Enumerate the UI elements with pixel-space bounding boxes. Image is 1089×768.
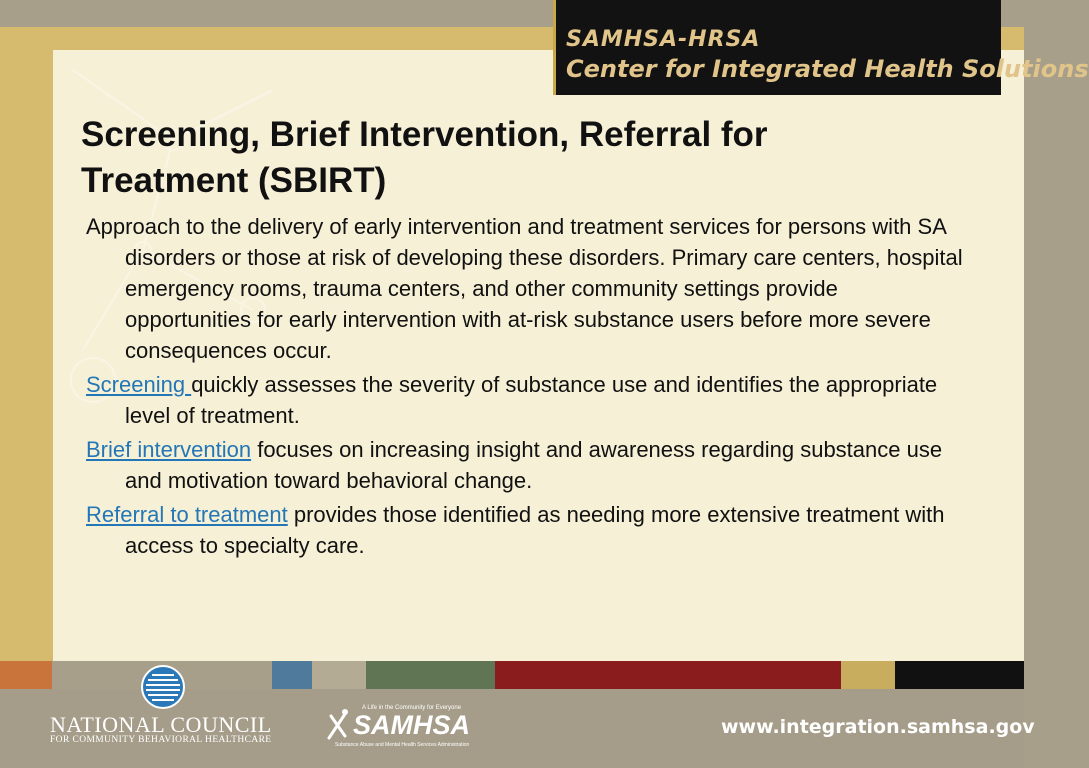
slide-body — [86, 211, 966, 564]
samhsa-subtitle: Substance Abuse and Mental Health Services Administration — [335, 742, 470, 748]
referral-to-treatment-link[interactable]: Referral to treatment — [86, 502, 288, 527]
website-url[interactable]: www.integration.samhsa.gov — [721, 716, 1035, 738]
color-stripe — [312, 661, 366, 689]
color-stripe — [495, 661, 841, 689]
samhsa-logo: SAMHSA — [353, 710, 471, 740]
samhsa-tagline: A Life in the Community for Everyone — [362, 705, 462, 711]
referral-paragraph — [86, 499, 966, 561]
intro-paragraph: Approach to the delivery of early intervention and treatment services for persons with SA disorders or those at risk of developing these disorders. Primary care centers, hospital emergency rooms, trauma centers, and other community settings provide opportunities for early intervention with at-risk substance users before more severe consequences occur. — [86, 214, 963, 363]
screening-text: quickly assesses the severity of substance use and identifies the appropriate level of treatment. — [125, 372, 938, 428]
referral-text: provides those identified as needing more extensive treatment with access to specialty care. — [125, 502, 945, 558]
national-council-name: NATIONAL COUNCIL — [50, 712, 272, 737]
slide-title: Screening, Brief Intervention, Referral for Treatment (SBIRT) — [81, 115, 768, 200]
color-stripe — [895, 661, 1024, 689]
brief-intervention-text: focuses on increasing insight and awareness regarding substance use and motivation toward behavioral change. — [125, 437, 943, 493]
screening-link[interactable]: Screening — [86, 372, 192, 397]
color-stripe — [0, 661, 52, 689]
color-stripe — [366, 661, 495, 689]
color-stripe — [841, 661, 895, 689]
samhsa-figure-icon — [325, 708, 351, 742]
brief-intervention-link[interactable]: Brief intervention — [86, 437, 252, 462]
national-council-subtitle: FOR COMMUNITY BEHAVIORAL HEALTHCARE — [50, 735, 272, 745]
brief-intervention-paragraph — [86, 434, 966, 496]
color-stripe — [272, 661, 312, 689]
header-org-line2: Center for Integrated Health Solutions — [566, 55, 1089, 83]
national-council-globe-icon — [140, 664, 186, 710]
screening-paragraph — [86, 369, 966, 431]
header-org-line1: SAMHSA-HRSA — [566, 27, 761, 52]
